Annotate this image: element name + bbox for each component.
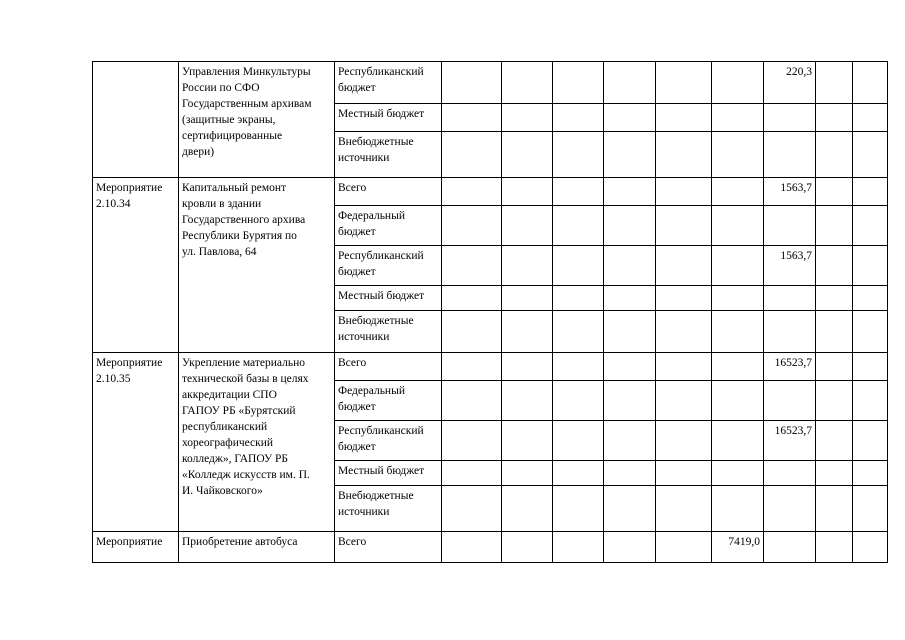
value-cell: [712, 178, 764, 206]
value-cell: [712, 206, 764, 246]
value-cell: 16523,7: [764, 421, 816, 461]
value-cell: [764, 381, 816, 421]
value-cell: [553, 206, 604, 246]
value-cell: [553, 353, 604, 381]
value-cell: [816, 206, 853, 246]
value-cell: [604, 206, 656, 246]
value-cell: [656, 461, 712, 486]
measure-label: Мероприятие 2.10.35: [93, 353, 179, 532]
value-cell: [442, 246, 502, 286]
value-cell: [712, 286, 764, 311]
value-cell: [764, 532, 816, 563]
value-cell: [553, 461, 604, 486]
value-cell: [656, 311, 712, 353]
value-cell: [553, 286, 604, 311]
value-cell: [712, 132, 764, 178]
value-cell: [816, 132, 853, 178]
value-cell: [502, 486, 553, 532]
value-cell: [604, 132, 656, 178]
value-cell: [853, 381, 888, 421]
value-cell: [816, 286, 853, 311]
value-cell: [764, 286, 816, 311]
value-cell: [502, 461, 553, 486]
value-cell: [816, 461, 853, 486]
measure-label: Мероприятие 2.10.34: [93, 178, 179, 353]
value-cell: [853, 532, 888, 563]
value-cell: [502, 421, 553, 461]
measure-name: Капитальный ремонт кровли в здании Государственного архива Республики Бурятия по ул. Павлова, 64: [179, 178, 335, 353]
table-row: [93, 532, 888, 563]
value-cell: [656, 353, 712, 381]
value-cell: [502, 104, 553, 132]
table-body: [93, 62, 888, 563]
value-cell: [656, 421, 712, 461]
value-cell: [604, 286, 656, 311]
value-cell: [816, 246, 853, 286]
value-cell: 16523,7: [764, 353, 816, 381]
value-cell: [712, 381, 764, 421]
value-cell: [764, 311, 816, 353]
budget-table: [92, 61, 888, 563]
measure-name: Управления Минкультуры России по СФО Государственным архивам (защитные экраны, сертифицированные двери): [179, 62, 335, 178]
value-cell: [816, 421, 853, 461]
value-cell: [853, 421, 888, 461]
value-cell: [712, 62, 764, 104]
value-cell: [502, 206, 553, 246]
funding-source: Всего: [335, 178, 442, 206]
value-cell: [764, 132, 816, 178]
value-cell: [604, 62, 656, 104]
value-cell: [442, 206, 502, 246]
value-cell: [502, 353, 553, 381]
value-cell: [604, 461, 656, 486]
value-cell: [656, 532, 712, 563]
value-cell: [712, 486, 764, 532]
value-cell: [604, 421, 656, 461]
value-cell: [816, 486, 853, 532]
value-cell: [853, 62, 888, 104]
funding-source: Внебюджетные источники: [335, 132, 442, 178]
value-cell: [442, 353, 502, 381]
value-cell: [656, 104, 712, 132]
measure-label: [93, 62, 179, 178]
value-cell: [442, 178, 502, 206]
value-cell: [442, 104, 502, 132]
value-cell: [853, 178, 888, 206]
funding-source: Всего: [335, 353, 442, 381]
value-cell: [553, 246, 604, 286]
value-cell: [553, 132, 604, 178]
value-cell: [502, 178, 553, 206]
funding-source: Всего: [335, 532, 442, 563]
value-cell: [604, 486, 656, 532]
value-cell: [553, 381, 604, 421]
value-cell: 220,3: [764, 62, 816, 104]
value-cell: [853, 206, 888, 246]
value-cell: [656, 62, 712, 104]
value-cell: [853, 311, 888, 353]
value-cell: [553, 62, 604, 104]
value-cell: [553, 486, 604, 532]
value-cell: [656, 246, 712, 286]
value-cell: [604, 532, 656, 563]
value-cell: [712, 421, 764, 461]
value-cell: [712, 353, 764, 381]
value-cell: [442, 381, 502, 421]
value-cell: [853, 461, 888, 486]
funding-source: Федеральный бюджет: [335, 206, 442, 246]
measure-name: Приобретение автобуса: [179, 532, 335, 563]
value-cell: [553, 532, 604, 563]
value-cell: [816, 311, 853, 353]
value-cell: [442, 421, 502, 461]
value-cell: [816, 353, 853, 381]
measure-name: Укрепление материально технической базы в целях аккредитации СПО ГАПОУ РБ «Бурятский республиканский хореографический колледж», ГАПОУ РБ «Колледж искусств им. П. И. Чайковского»: [179, 353, 335, 532]
value-cell: [604, 353, 656, 381]
value-cell: [656, 132, 712, 178]
value-cell: [502, 311, 553, 353]
value-cell: [712, 311, 764, 353]
value-cell: [442, 62, 502, 104]
funding-source: Местный бюджет: [335, 286, 442, 311]
table-row: [93, 178, 888, 206]
value-cell: [442, 132, 502, 178]
value-cell: [816, 532, 853, 563]
value-cell: [502, 62, 553, 104]
value-cell: 7419,0: [712, 532, 764, 563]
value-cell: [656, 286, 712, 311]
value-cell: [604, 311, 656, 353]
value-cell: [502, 286, 553, 311]
value-cell: [656, 206, 712, 246]
value-cell: [553, 421, 604, 461]
table-row: [93, 62, 888, 104]
value-cell: [604, 381, 656, 421]
value-cell: [853, 353, 888, 381]
value-cell: [764, 486, 816, 532]
value-cell: [442, 311, 502, 353]
value-cell: [764, 461, 816, 486]
value-cell: [502, 246, 553, 286]
value-cell: [712, 104, 764, 132]
value-cell: [853, 486, 888, 532]
funding-source: Республиканский бюджет: [335, 62, 442, 104]
value-cell: [816, 104, 853, 132]
value-cell: [442, 286, 502, 311]
value-cell: [553, 104, 604, 132]
value-cell: [853, 286, 888, 311]
measure-label: Мероприятие: [93, 532, 179, 563]
funding-source: Местный бюджет: [335, 461, 442, 486]
table-row: [93, 353, 888, 381]
value-cell: [553, 311, 604, 353]
funding-source: Внебюджетные источники: [335, 311, 442, 353]
value-cell: [853, 132, 888, 178]
value-cell: [816, 62, 853, 104]
value-cell: [604, 104, 656, 132]
funding-source: Внебюджетные источники: [335, 486, 442, 532]
value-cell: [604, 178, 656, 206]
value-cell: [442, 532, 502, 563]
value-cell: [656, 381, 712, 421]
value-cell: [853, 104, 888, 132]
value-cell: 1563,7: [764, 178, 816, 206]
funding-source: Республиканский бюджет: [335, 246, 442, 286]
funding-source: Республиканский бюджет: [335, 421, 442, 461]
value-cell: [502, 532, 553, 563]
value-cell: [764, 104, 816, 132]
value-cell: [712, 461, 764, 486]
value-cell: [442, 461, 502, 486]
value-cell: [502, 381, 553, 421]
value-cell: [853, 246, 888, 286]
value-cell: [442, 486, 502, 532]
value-cell: [712, 246, 764, 286]
value-cell: [553, 178, 604, 206]
value-cell: [656, 178, 712, 206]
funding-source: Местный бюджет: [335, 104, 442, 132]
value-cell: [502, 132, 553, 178]
value-cell: [604, 246, 656, 286]
value-cell: [816, 381, 853, 421]
value-cell: [816, 178, 853, 206]
value-cell: 1563,7: [764, 246, 816, 286]
value-cell: [764, 206, 816, 246]
value-cell: [656, 486, 712, 532]
funding-source: Федеральный бюджет: [335, 381, 442, 421]
